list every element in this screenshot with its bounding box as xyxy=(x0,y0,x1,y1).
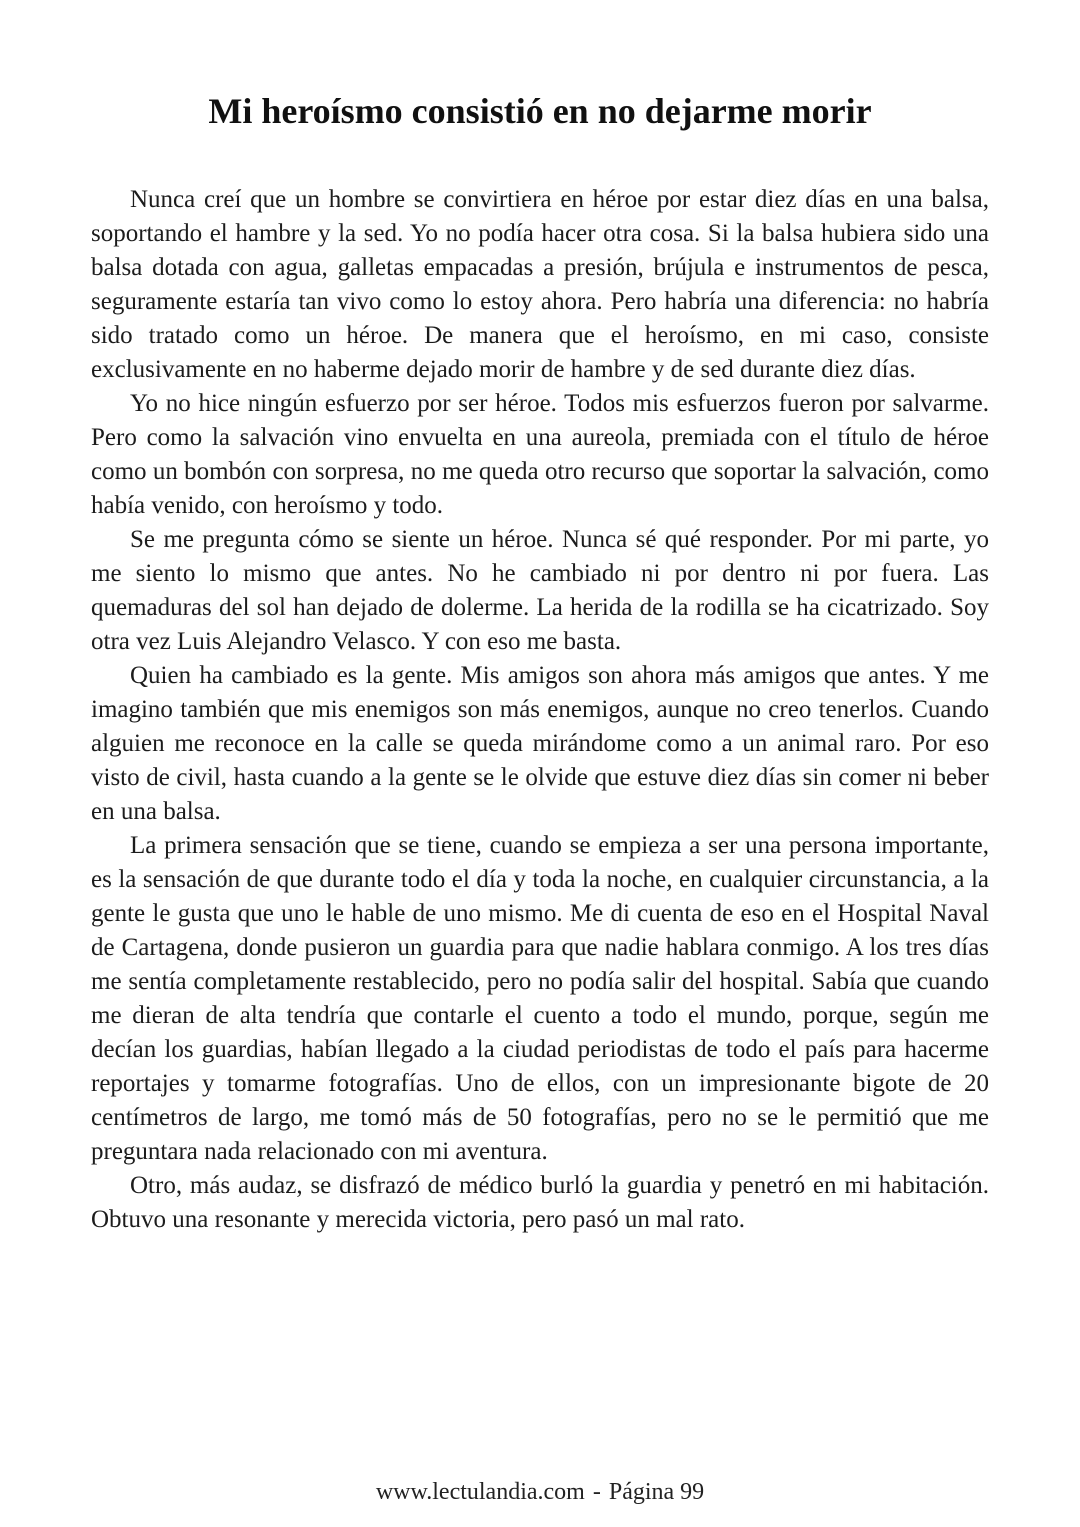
paragraph-2: Yo no hice ningún esfuerzo por ser héroe. Todos mis esfuerzos fueron por salvarme. Pero como la salvación vino envuelta en una aureola, premiada con el título de héroe como un bombón con sorpresa, no me queda otro recurso que soportar la salvación, como había venido, con heroísmo y todo. xyxy=(91,390,989,519)
paragraph-5: La primera sensación que se tiene, cuando se empieza a ser una persona importante, es la sensación de que durante todo el día y toda la noche, en cualquier circunstancia, a la gente le gusta que uno le hable de uno mismo. Me di cuenta de eso en el Hospital Naval de Cartagena, donde pusieron un guardia para que nadie hablara conmigo. A los tres días me sentía completamente restablecido, pero no podía salir del hospital. Sabía que cuando me dieran de alta tendría que contarle el cuento a todo el mundo, porque, según me decían los guardias, habían llegado a la ciudad periodistas de todo el país para hacerme reportajes y tomarme fotografías. Uno de ellos, con un impresionante bigote de 20 centímetros de largo, me tomó más de 50 fotografías, pero no se le permitió que me preguntara nada relacionado con mi aventura. xyxy=(91,832,989,1165)
paragraph-1: Nunca creí que un hombre se convirtiera en héroe por estar diez días en una balsa, soportando el hambre y la sed. Yo no podía hacer otra cosa. Si la balsa hubiera sido una balsa dotada con agua, galletas empacadas a presión, brújula e instrumentos de pesca, seguramente estaría tan vivo como lo estoy ahora. Pero habría una diferencia: no habría sido tratado como un héroe. De manera que el heroísmo, en mi caso, consiste exclusivamente en no haberme dejado morir de hambre y de sed durante diez días. xyxy=(91,186,989,383)
paragraph-4: Quien ha cambiado es la gente. Mis amigos son ahora más amigos que antes. Y me imagino también que mis enemigos son más enemigos, aunque no creo tenerlos. Cuando alguien me reconoce en la calle se queda mirándome como a un animal raro. Por eso visto de civil, hasta cuando a la gente se le olvide que estuve diez días sin comer ni beber en una balsa. xyxy=(91,662,989,825)
chapter-title: Mi heroísmo consistió en no dejarme morir xyxy=(208,91,872,131)
page-footer xyxy=(0,1475,1080,1509)
chapter-body xyxy=(91,183,989,1237)
footer-separator: - xyxy=(592,1479,601,1505)
footer-site: www.lectulandia.com xyxy=(375,1479,585,1505)
paragraph-6: Otro, más audaz, se disfrazó de médico burló la guardia y penetró en mi habitación. Obtuvo una resonante y merecida victoria, pero pasó un mal rato. xyxy=(91,1172,989,1233)
paragraph-3: Se me pregunta cómo se siente un héroe. Nunca sé qué responder. Por mi parte, yo me siento lo mismo que antes. No he cambiado ni por dentro ni por fuera. Las quemaduras del sol han dejado de dolerme. La herida de la rodilla se ha cicatrizado. Soy otra vez Luis Alejandro Velasco. Y con eso me basta. xyxy=(91,526,989,655)
footer-page-number: Página 99 xyxy=(608,1479,705,1505)
